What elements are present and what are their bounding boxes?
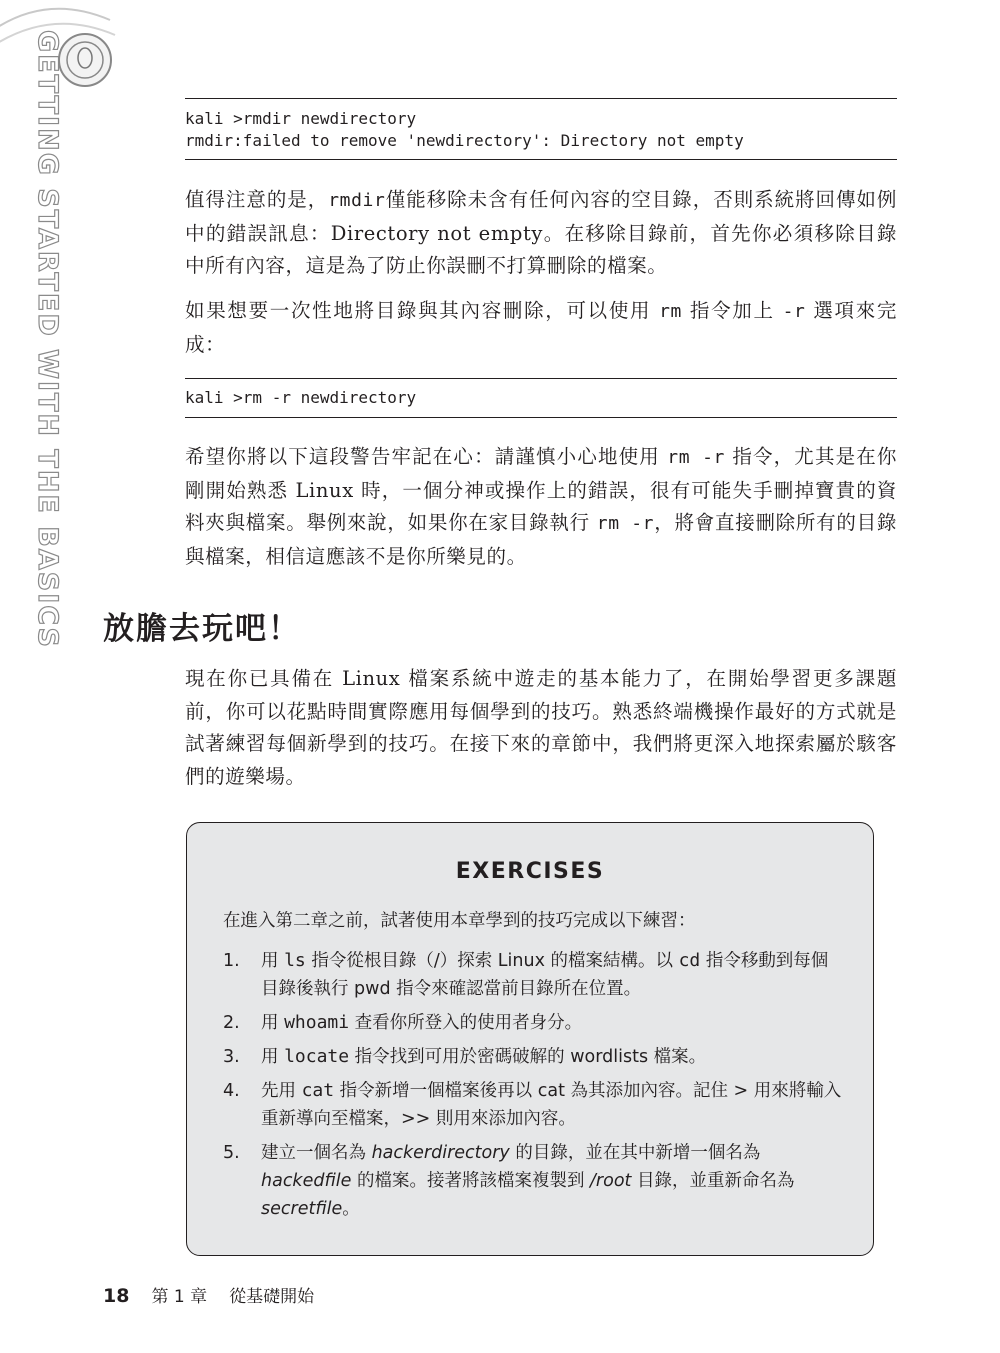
code-block-rm — [185, 378, 897, 418]
inline-code: -r — [782, 301, 806, 322]
page-number: 18 — [103, 1285, 130, 1307]
exercises-title: EXERCISES — [455, 859, 605, 884]
inline-code: rmdir — [328, 190, 386, 211]
exercise-item: 4. 先用 cat 指令新增一個檔案後再以 cat 為其添加內容。記住 > 用來將輸入重新導向至檔案，>> 則用來添加內容。 — [223, 1080, 842, 1129]
paragraph-rmdir-note: 值得注意的是，rmdir僅能移除未含有任何內容的空目錄，否則系統將回傳如例中的錯誤訊息：Directory not empty。在移除目錄前，首先你必須移除目錄中所有內容，這是為了防止你誤刪不打算刪除的檔案。 — [185, 188, 897, 277]
inline-code: cd — [678, 950, 701, 971]
code-block-rmdir — [185, 98, 897, 160]
paragraph-rm-r: 如果想要一次性地將目錄與其內容刪除，可以使用 rm 指令加上 -r 選項來完成： — [185, 299, 898, 356]
page-footer — [103, 1282, 314, 1307]
exercises-box — [186, 822, 874, 1256]
paragraph-warning: 希望你將以下這段警告牢記在心：請謹慎小心地使用 rm -r 指令，尤其是在你剛開始熟悉 Linux 時，一個分神或操作上的錯誤，很有可能失手刪掉寶貴的資料夾與檔案。舉例來說，如果你在家目錄執行 rm -r，將會直接刪除所有的目錄與檔案，相信這應該不是你所樂見的。 — [185, 445, 897, 568]
section-heading: 放膽去玩吧！ — [103, 611, 301, 647]
exercise-item: 1. 用 ls 指令從根目錄（/）探索 Linux 的檔案結構。以 cd 指令移動到每個目錄後執行 pwd 指令來確認當前目錄所在位置。 — [223, 950, 829, 999]
footer-chapter-title: 從基礎開始 — [229, 1287, 315, 1307]
code-line: kali >rm -r newdirectory — [185, 388, 417, 407]
side-running-title: GETTING STARTED WITH THE BASICS — [32, 30, 63, 650]
exercises-intro: 在進入第二章之前，試著使用本章學到的技巧完成以下練習： — [223, 911, 696, 931]
exercises-list — [223, 947, 843, 1229]
footer-chapter: 第 1 章 — [151, 1287, 208, 1307]
code-line: kali >rmdir newdirectory — [185, 109, 417, 128]
inline-code: rm -r — [596, 513, 655, 534]
exercise-item: 2. 用 whoami 查看你所登入的使用者身分。 — [223, 1012, 583, 1033]
inline-code: rm — [659, 301, 682, 322]
code-line: rmdir:failed to remove 'newdirectory': Directory not empty — [185, 131, 744, 150]
exercise-item: 3. 用 locate 指令找到可用於密碼破解的 wordlists 檔案。 — [223, 1046, 707, 1067]
inline-code: rm -r — [667, 447, 725, 468]
inline-code: ls — [284, 950, 306, 971]
swirl-logo-icon — [0, 0, 130, 130]
inline-code: locate — [284, 1046, 350, 1067]
inline-code: whoami — [284, 1012, 350, 1033]
exercise-item: 5. 建立一個名為 hackerdirectory 的目錄，並在其中新增一個名為 hackedfile 的檔案。接著將該檔案複製到 /root 目錄，並重新命名為 secretfile。 — [223, 1143, 795, 1219]
paragraph-go-play: 現在你已具備在 Linux 檔案系統中遊走的基本能力了，在開始學習更多課題前，你可以花點時間實際應用每個學到的技巧。熟悉終端機操作最好的方式就是試著練習每個新學到的技巧。在接下來的章節中，我們將更深入地探索屬於駭客們的遊樂場。 — [185, 667, 897, 788]
inline-code: cat — [301, 1080, 335, 1101]
